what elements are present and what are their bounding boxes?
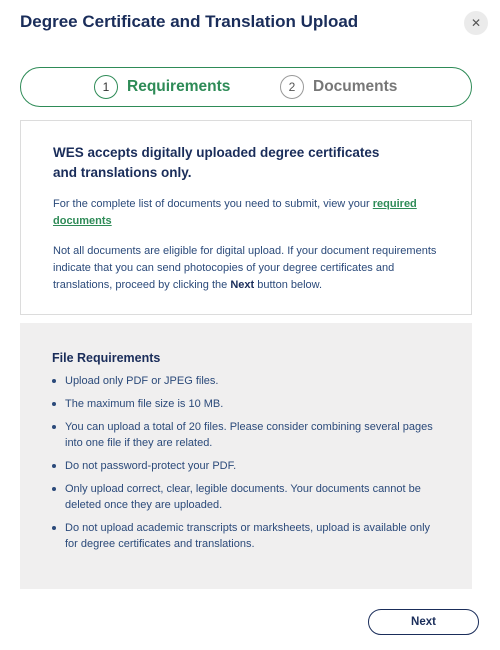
list-item: Do not password-protect your PDF. — [52, 458, 442, 474]
required-documents-link[interactable]: required documents — [53, 198, 417, 227]
complete-list-text: For the complete list of documents you need to submit, view your — [53, 198, 373, 210]
step-number-badge: 2 — [280, 75, 304, 99]
list-item: You can upload a total of 20 files. Please consider combining several pages into one file if they are related. — [52, 419, 442, 451]
modal-title: Degree Certificate and Translation Upload — [20, 12, 359, 31]
list-item: Do not upload academic transcripts or marksheets, upload is available only for degree certificates and translations. — [52, 520, 442, 552]
file-requirements-list — [52, 373, 442, 552]
close-icon: ✕ — [470, 16, 482, 30]
info-headline: WES accepts digitally uploaded degree certificates and translations only. — [53, 145, 380, 180]
complete-list-paragraph — [53, 196, 441, 230]
file-requirements-panel — [20, 323, 472, 589]
eligibility-paragraph — [53, 243, 441, 294]
close-button[interactable] — [464, 11, 488, 35]
file-requirements-title: File Requirements — [52, 351, 161, 365]
step-requirements[interactable] — [94, 75, 230, 99]
step-label: Documents — [313, 78, 398, 95]
step-documents[interactable] — [280, 75, 397, 99]
eligibility-text: Not all documents are eligible for digital upload. If your document requirements indicate that you can send photocopies of your degree certificates and translations, proceed by clicking the — [53, 245, 437, 291]
step-label: Requirements — [127, 78, 231, 95]
list-item: Upload only PDF or JPEG files. — [52, 373, 442, 389]
info-panel — [20, 120, 472, 315]
stepper — [20, 67, 472, 107]
next-emphasis: Next — [230, 279, 255, 291]
list-item: The maximum file size is 10 MB. — [52, 396, 442, 412]
next-button[interactable]: Next — [368, 609, 479, 635]
eligibility-text-end: button below. — [254, 279, 323, 291]
list-item: Only upload correct, clear, legible documents. Your documents cannot be deleted once they are uploaded. — [52, 481, 442, 513]
step-number-badge: 1 — [94, 75, 118, 99]
